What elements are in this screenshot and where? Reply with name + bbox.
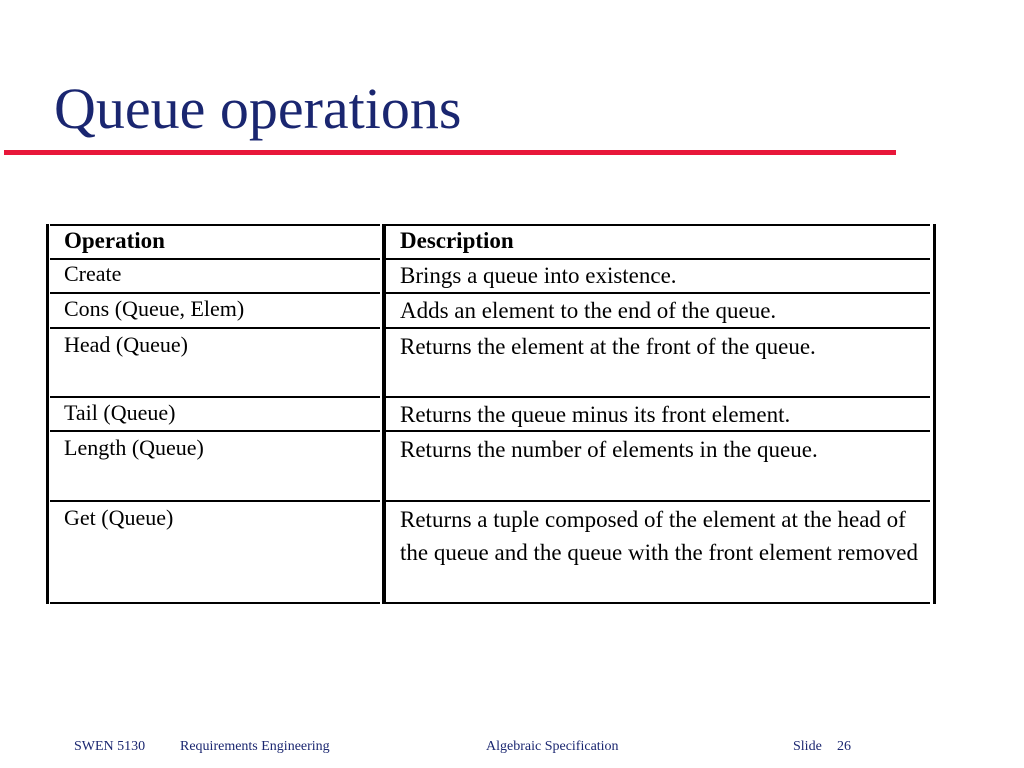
- table-rule: [386, 500, 930, 502]
- table-rule: [50, 327, 380, 329]
- operation-cell: Length (Queue): [64, 435, 204, 460]
- header-operation: Operation: [64, 228, 165, 253]
- description-cell: Returns the number of elements in the queue.: [400, 437, 818, 462]
- title-underline: [4, 150, 896, 155]
- footer-slide-label: Slide: [793, 739, 822, 754]
- footer-course: SWEN 5130: [74, 739, 146, 754]
- operation-cell: Create: [64, 261, 122, 286]
- footer-topic: Algebraic Specification: [486, 739, 619, 754]
- slide-title: Queue operations: [54, 76, 462, 141]
- description-cell: Returns the queue minus its front element.: [400, 402, 791, 427]
- operation-cell: Get (Queue): [64, 505, 174, 530]
- table-rule: [50, 430, 380, 432]
- operation-cell: Tail (Queue): [64, 400, 176, 425]
- table-rule: [50, 500, 380, 502]
- description-cell: Returns a tuple composed of the element at the head of the queue and the queue with the front element removed: [400, 507, 918, 565]
- footer-slide-number: 26: [837, 739, 851, 754]
- header-description: Description: [400, 228, 514, 253]
- operation-cell: Head (Queue): [64, 332, 188, 357]
- description-cell: Adds an element to the end of the queue.: [400, 298, 777, 323]
- table-rule: [386, 602, 930, 604]
- description-cell: Brings a queue into existence.: [400, 263, 677, 288]
- footer-subject: Requirements Engineering: [180, 739, 330, 754]
- table-rule: [50, 602, 380, 604]
- operation-cell: Cons (Queue, Elem): [64, 296, 245, 321]
- description-cell: Returns the element at the front of the queue.: [400, 334, 816, 359]
